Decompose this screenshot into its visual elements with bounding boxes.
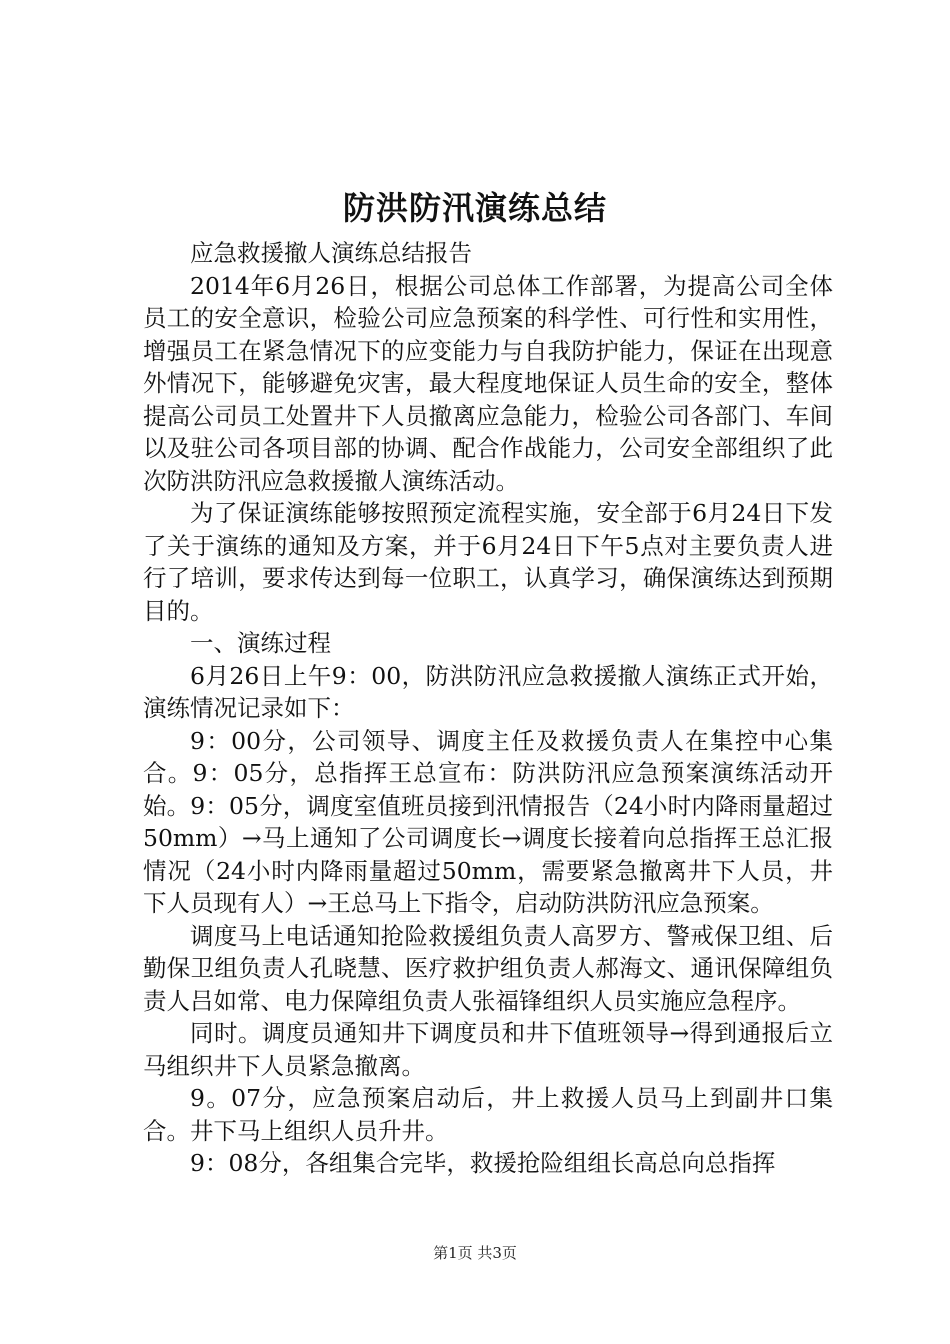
paragraph-timeline-0907: 9。07分，应急预案启动后，井上救援人员马上到副井口集合。井下马上组织人员升井。	[143, 1084, 833, 1145]
document-title: 防洪防汛演练总结	[342, 189, 607, 227]
paragraph-timeline-0908: 9：08分，各组集合完毕，救援抢险组组长高总向总指挥	[190, 1149, 776, 1177]
paragraph-start: 6月26日上午9：00，防洪防汛应急救援撤人演练正式开始，演练情况记录如下：	[143, 661, 833, 722]
paragraph-dispatch: 调度马上电话通知抢险救援组负责人高罗方、警戒保卫组、后勤保卫组负责人孔晓慧、医疗救护组负责人郝海文、通讯保障组负责人吕如常、电力保障组负责人张福锋组织人员实施应急程序。	[143, 921, 833, 1015]
page-footer: 第1页 共3页	[433, 1244, 517, 1262]
section-heading-process: 一、演练过程	[190, 629, 331, 657]
document-body	[143, 237, 833, 1180]
paragraph-timeline-0900: 9：00分，公司领导、调度主任及救援负责人在集控中心集合。9：05分，总指挥王总宣布：防洪防汛应急预案演练活动开始。9：05分，调度室值班员接到汛情报告（24小时内降雨量超过50mm）→马上通知了公司调度长→调度长接着向总指挥王总汇报情况（24小时内降雨量超过50mm，需要紧急撤离井下人员，井下人员现有人）→王总马上下指令，启动防洪防汛应急预案。	[143, 726, 833, 917]
paragraph-preparation: 为了保证演练能够按照预定流程实施，安全部于6月24日下发了关于演练的通知及方案，并于6月24日下午5点对主要负责人进行了培训，要求传达到每一位职工，认真学习，确保演练达到预期目的。	[143, 499, 833, 625]
paragraph-notify: 同时。调度员通知井下调度员和井下值班领导→得到通报后立马组织井下人员紧急撤离。	[143, 1019, 833, 1080]
report-subtitle: 应急救援撤人演练总结报告	[190, 239, 472, 267]
paragraph-intro: 2014年6月26日，根据公司总体工作部署，为提高公司全体员工的安全意识，检验公司应急预案的科学性、可行性和实用性，增强员工在紧急情况下的应变能力与自我防护能力，保证在出现意外情况下，能够避免灾害，最大程度地保证人员生命的安全，整体提高公司员工处置井下人员撤离应急能力，检验公司各部门、车间以及驻公司各项目部的协调、配合作战能力，公司安全部组织了此次防洪防汛应急救援撤人演练活动。	[143, 271, 833, 495]
